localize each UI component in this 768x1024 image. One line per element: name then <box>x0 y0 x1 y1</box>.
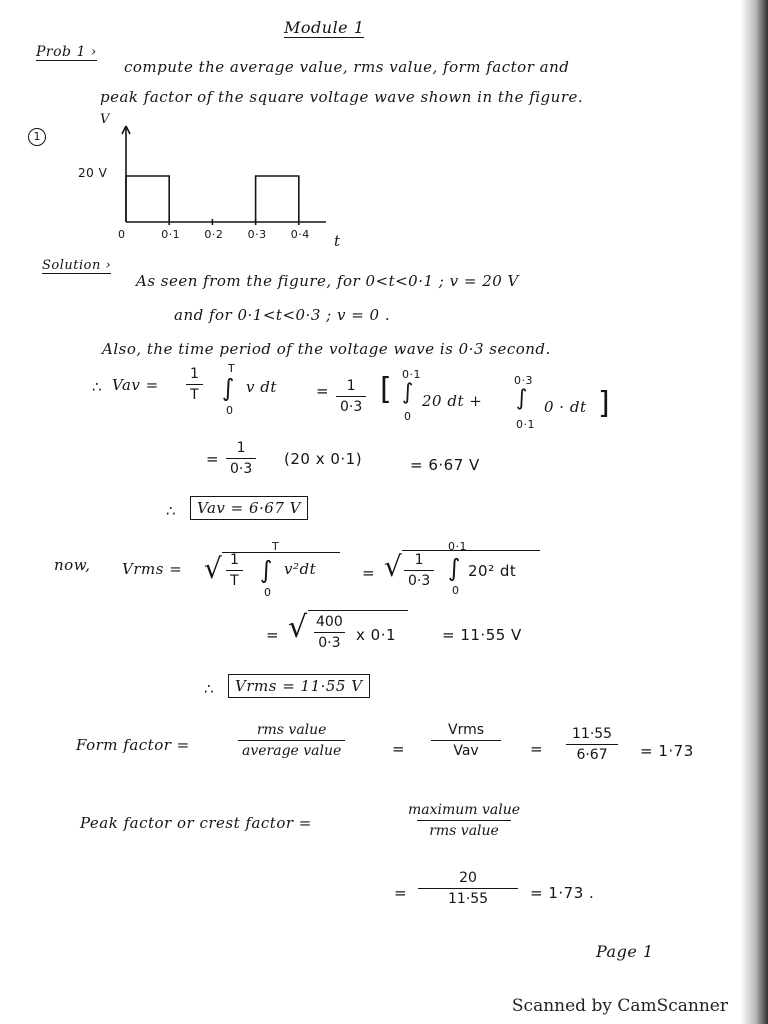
x-tick-label: 0·4 <box>290 228 310 241</box>
pf-fraction-2 <box>418 870 518 907</box>
avg-int1-body: 20 dt + <box>422 392 483 410</box>
ff-fraction-1 <box>238 722 345 759</box>
x-axis-label: t <box>334 232 341 250</box>
ff-result: = 1·73 <box>640 742 694 760</box>
avg-boxed-therefore: ∴ <box>166 502 177 520</box>
pf-f1-den: rms value <box>417 820 511 839</box>
rms-f3-den: 0·3 <box>314 632 344 651</box>
pf-f2-num: 20 <box>459 870 477 886</box>
rms-sqrt-sign-2: √ <box>384 550 403 583</box>
pf-eq: = <box>394 884 408 902</box>
avg-frac2-den: 0·3 <box>336 396 366 415</box>
x-tick-label: 0·2 <box>204 228 224 241</box>
solution-line-3: Also, the time period of the voltage wave is 0·3 second. <box>102 340 551 358</box>
rms-eq-2: = <box>266 626 280 644</box>
pulse-1 <box>126 176 169 222</box>
avg-integral-sign: ∫ <box>222 374 236 402</box>
ff-f1-num: rms value <box>256 722 327 738</box>
rms-fraction-3 <box>312 614 347 651</box>
avg-step2-fraction <box>226 440 256 477</box>
avg-frac-den: T <box>186 384 203 403</box>
avg-int1-sign: ∫ <box>402 380 414 405</box>
rms-integrand: v²dt <box>284 560 317 578</box>
avg-int2-upper: 0·3 <box>514 374 533 387</box>
avg-frac2-num: 1 <box>346 378 356 394</box>
rms-eq-1: = <box>362 564 376 582</box>
rms-int2-upper: 0·1 <box>448 540 467 553</box>
pf-f1-num: maximum value <box>408 802 521 818</box>
ff-eq-1: = <box>392 740 406 758</box>
page-label: Page 1 <box>596 942 654 961</box>
x-tick-label: 0·3 <box>247 228 267 241</box>
solution-line-2: and for 0·1<t<0·3 ; v = 0 . <box>174 306 391 324</box>
pf-fraction-1 <box>396 802 532 839</box>
rms-sqrt-bar-2 <box>402 550 540 551</box>
ff-fraction-3 <box>562 726 622 763</box>
level-label: 20 V <box>78 166 108 180</box>
ff-f1-den: average value <box>238 740 345 759</box>
avg-int2-body: 0 · dt <box>544 398 587 416</box>
avg-boxed-result: Vav = 6·67 V <box>190 496 308 520</box>
rms-result: = 11·55 V <box>442 626 522 644</box>
avg-fraction-1-over-T <box>186 366 203 403</box>
question-line-2: peak factor of the square voltage wave shown in the figure. <box>100 88 584 106</box>
x-tick-label: 0 <box>118 228 126 241</box>
rms-f2-num: 1 <box>414 552 424 568</box>
rms-int-lower: 0 <box>264 586 272 599</box>
solution-tag: Solution › <box>42 258 112 273</box>
rms-inner-num: 1 <box>230 552 239 568</box>
rms-fraction-2 <box>404 552 434 589</box>
rms-int2-body: 20² dt <box>468 562 517 580</box>
ff-f2-num: Vrms <box>448 722 485 738</box>
avg-integrand: v dt <box>246 378 277 396</box>
rms-sqrt-sign-3: √ <box>288 610 308 645</box>
avg-int1-lower: 0 <box>404 410 412 423</box>
question-line-1: compute the average value, rms value, form factor and <box>124 58 570 76</box>
rms-f2-den: 0·3 <box>404 570 434 589</box>
avg-int1-upper: 0·1 <box>402 368 421 381</box>
avg-int2-lower: 0·1 <box>516 418 535 431</box>
ff-f3-num: 11·55 <box>572 726 613 742</box>
rms-now: now, <box>54 556 91 574</box>
pf-f2-den: 11·55 <box>418 888 518 907</box>
avg-bracket-close: ] <box>598 386 611 421</box>
figure-number: 1 <box>33 130 41 143</box>
pulse-2 <box>256 176 299 222</box>
rms-boxed-result: Vrms = 11·55 V <box>228 674 370 698</box>
ff-f2-den: Vav <box>431 740 500 759</box>
x-tick-label: 0·1 <box>161 228 181 241</box>
module-title: Module 1 <box>284 18 365 37</box>
rms-int-sign: ∫ <box>260 556 274 584</box>
rms-sqrt-bar-3 <box>308 610 408 611</box>
rms-boxed-therefore: ∴ <box>204 680 215 698</box>
avg-fraction-1-over-03 <box>336 378 366 415</box>
rms-int-upper: T <box>272 540 280 553</box>
avg-step2-eq: = <box>206 450 220 468</box>
rms-f3-num: 400 <box>316 614 343 630</box>
avg-integral-upper: T <box>228 362 236 375</box>
ff-fraction-2 <box>426 722 506 759</box>
avg-step2-body: (20 x 0·1) <box>284 450 363 468</box>
rms-int2-lower: 0 <box>452 584 460 597</box>
avg-eq-1: = <box>316 382 330 400</box>
ff-eq-2: = <box>530 740 544 758</box>
avg-step2-result: = 6·67 V <box>410 456 480 474</box>
avg-bracket-open: [ <box>380 372 393 407</box>
avg-therefore: ∴ <box>92 378 103 396</box>
rms-inner-fraction <box>226 552 243 589</box>
scanner-watermark: Scanned by CamScanner <box>511 996 728 1016</box>
avg-step2-num: 1 <box>236 440 246 456</box>
avg-lhs: Vav = <box>112 376 159 394</box>
rms-lhs: Vrms = <box>122 560 183 578</box>
rms-int2-sign: ∫ <box>448 554 462 582</box>
rms-inner-den: T <box>226 570 243 589</box>
rms-times: x 0·1 <box>356 626 396 644</box>
figure-number-circle <box>28 128 46 146</box>
y-axis-label: V <box>100 112 110 127</box>
ff-f3-den: 6·67 <box>566 744 617 763</box>
page-edge-shadow <box>740 0 768 1024</box>
rms-sqrt-sign-1: √ <box>204 552 223 585</box>
form-factor-label: Form factor = <box>76 736 190 754</box>
avg-frac-num: 1 <box>190 366 199 382</box>
avg-int2-sign: ∫ <box>516 386 528 411</box>
problem-tag: Prob 1 › <box>36 44 97 60</box>
peak-factor-label: Peak factor or crest factor = <box>80 814 312 832</box>
solution-line-1: As seen from the figure, for 0<t<0·1 ; v = 20 V <box>136 272 519 290</box>
pf-result: = 1·73 . <box>530 884 595 902</box>
avg-integral-lower: 0 <box>226 404 234 417</box>
avg-step2-den: 0·3 <box>226 458 256 477</box>
